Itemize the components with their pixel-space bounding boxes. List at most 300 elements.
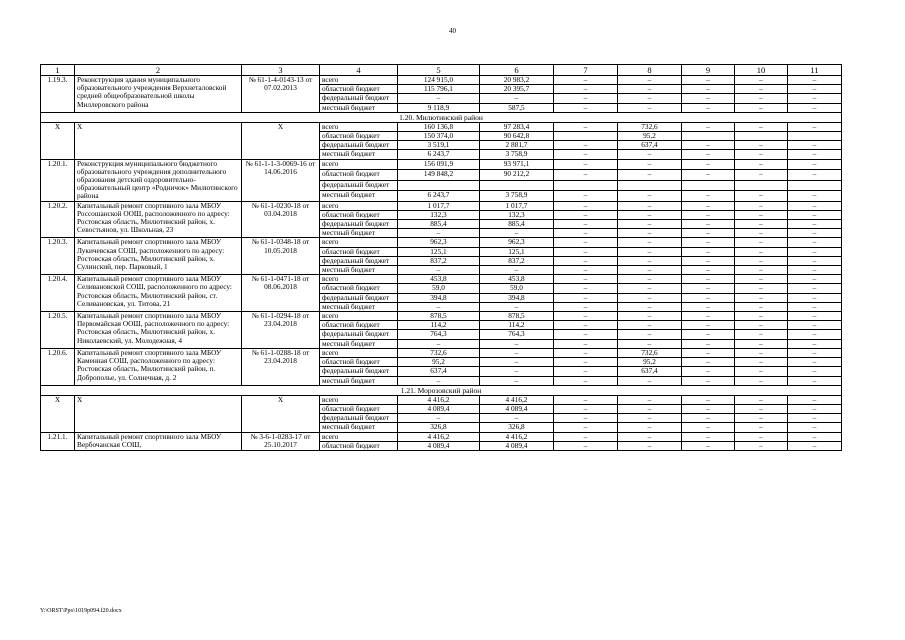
value-cell: 453,8 [398, 275, 480, 284]
funding-source: областной бюджет [320, 321, 398, 330]
value-cell: – [618, 229, 682, 238]
funding-source: федеральный бюджет [320, 94, 398, 103]
item-number: 1.20.6. [41, 348, 75, 385]
value-cell: – [735, 414, 788, 423]
table-row [41, 348, 842, 357]
value-cell: – [554, 321, 618, 330]
value-cell: – [618, 376, 682, 385]
funding-source: местный бюджет [320, 339, 398, 348]
value-cell: – [682, 376, 735, 385]
item-number: 1.20.5. [41, 312, 75, 349]
value-cell: – [735, 201, 788, 210]
value-cell: 4 089,4 [480, 404, 554, 413]
value-cell: – [735, 339, 788, 348]
value-cell: – [682, 321, 735, 330]
funding-source: всего [320, 432, 398, 441]
value-cell: 59,0 [480, 284, 554, 293]
funding-source: всего [320, 76, 398, 85]
value-cell: – [682, 441, 735, 450]
value-cell: – [735, 238, 788, 247]
item-number: 1.21.1. [41, 432, 75, 450]
value-cell: – [618, 85, 682, 94]
value-cell: – [554, 238, 618, 247]
value-cell: – [398, 94, 480, 103]
value-cell: – [682, 414, 735, 423]
value-cell: 150 374,0 [398, 132, 480, 141]
value-cell: – [554, 367, 618, 376]
value-cell: – [788, 339, 842, 348]
funding-source: всего [320, 159, 398, 170]
value-cell: – [618, 293, 682, 302]
item-document: № 61-1-0348-18 от 10.05.2018 [242, 238, 320, 275]
value-cell: 394,8 [480, 293, 554, 302]
value-cell [682, 180, 735, 191]
value-cell: – [735, 358, 788, 367]
value-cell: – [554, 266, 618, 275]
value-cell: – [735, 266, 788, 275]
funding-source: областной бюджет [320, 404, 398, 413]
header-cell-11: 11 [788, 65, 842, 76]
section-row [41, 112, 842, 122]
funding-source: местный бюджет [320, 150, 398, 159]
value-cell: – [788, 220, 842, 229]
value-cell: 764,3 [480, 330, 554, 339]
value-cell: – [682, 395, 735, 404]
value-cell: – [682, 266, 735, 275]
value-cell: 4 089,4 [480, 441, 554, 450]
value-cell: – [682, 238, 735, 247]
value-cell: – [788, 191, 842, 202]
item-document: № 61-1-1-3-0069-16 от 14.06.2016 [242, 159, 320, 201]
value-cell: 1 017,7 [480, 201, 554, 210]
value-cell: – [682, 312, 735, 321]
value-cell: – [682, 367, 735, 376]
item-document: № 61-1-0294-18 от 23.04.2018 [242, 312, 320, 349]
value-cell: – [618, 404, 682, 413]
value-cell: 115 796,1 [398, 85, 480, 94]
value-cell: – [788, 201, 842, 210]
value-cell: – [682, 432, 735, 441]
value-cell: – [735, 76, 788, 85]
table-row [41, 201, 842, 210]
value-cell: – [788, 376, 842, 385]
value-cell: – [788, 293, 842, 302]
value-cell: 114,2 [480, 321, 554, 330]
value-cell: – [682, 210, 735, 219]
value-cell: – [554, 159, 618, 170]
item-name: Капитальный ремонт спортивного зала МБОУ Лукичевская СОШ, расположенного по адресу: Ростовская область, Милютинский район, х. Сулинский, пер. Парковый, 1 [75, 238, 242, 275]
value-cell: 132,3 [480, 210, 554, 219]
item-document: № 61-1-0288-18 от 23.04.2018 [242, 348, 320, 385]
value-cell: – [788, 302, 842, 311]
value-cell: 885,4 [398, 220, 480, 229]
value-cell: – [788, 414, 842, 423]
value-cell: 4 089,4 [398, 404, 480, 413]
value-cell: – [735, 141, 788, 150]
value-cell: – [682, 191, 735, 202]
section-row [41, 385, 842, 395]
value-cell: 149 848,2 [398, 170, 480, 181]
funding-source: областной бюджет [320, 441, 398, 450]
value-cell: – [554, 441, 618, 450]
funding-source: местный бюджет [320, 229, 398, 238]
value-cell: 4 416,2 [398, 432, 480, 441]
value-cell: – [788, 367, 842, 376]
funding-source: федеральный бюджет [320, 293, 398, 302]
value-cell [682, 132, 735, 141]
value-cell: – [788, 229, 842, 238]
value-cell: – [554, 170, 618, 181]
value-cell [788, 180, 842, 191]
value-cell: – [735, 284, 788, 293]
value-cell: – [554, 122, 618, 131]
value-cell: – [682, 150, 735, 159]
value-cell: – [554, 312, 618, 321]
value-cell [398, 180, 480, 191]
value-cell: 4 416,2 [398, 395, 480, 404]
value-cell: – [788, 312, 842, 321]
value-cell: – [618, 414, 682, 423]
value-cell: – [682, 247, 735, 256]
value-cell: – [398, 376, 480, 385]
value-cell [554, 180, 618, 191]
value-cell: 20 395,7 [480, 85, 554, 94]
value-cell: – [618, 76, 682, 85]
value-cell: 878,5 [480, 312, 554, 321]
value-cell: – [735, 94, 788, 103]
value-cell: – [682, 201, 735, 210]
item-name: Капитальный ремонт спортивного зала МБОУ Россошанской ООШ, расположенного по адресу: Ростовская область, Милютинский район, х. Севостьянов, ул. Школьная, 23 [75, 201, 242, 238]
value-cell: – [788, 238, 842, 247]
value-cell: – [554, 339, 618, 348]
value-cell: – [554, 191, 618, 202]
value-cell: 125,1 [398, 247, 480, 256]
value-cell: 97 283,4 [480, 122, 554, 131]
value-cell: 114,2 [398, 321, 480, 330]
value-cell: – [682, 339, 735, 348]
funding-source: всего [320, 122, 398, 131]
item-number: 1.20.4. [41, 275, 75, 312]
value-cell: – [618, 339, 682, 348]
value-cell: – [735, 256, 788, 265]
value-cell: – [788, 170, 842, 181]
value-cell: – [788, 159, 842, 170]
value-cell: – [554, 395, 618, 404]
item-number: 1.20.3. [41, 238, 75, 275]
value-cell: 637,4 [618, 141, 682, 150]
value-cell: – [554, 210, 618, 219]
value-cell: – [682, 330, 735, 339]
item-document: Х [242, 122, 320, 159]
value-cell: – [735, 321, 788, 330]
value-cell: – [788, 321, 842, 330]
table-row [41, 122, 842, 131]
header-cell-6: 6 [480, 65, 554, 76]
value-cell: – [554, 284, 618, 293]
value-cell: 885,4 [480, 220, 554, 229]
item-document: № 3-6-1-0283-17 от 25.10.2017 [242, 432, 320, 450]
section-title: 1.21. Морозовский район [41, 385, 842, 395]
value-cell: – [554, 220, 618, 229]
header-cell-3: 3 [242, 65, 320, 76]
value-cell: – [682, 170, 735, 181]
value-cell: 95,2 [618, 132, 682, 141]
value-cell: – [735, 150, 788, 159]
item-name: Капитальный ремонт спортивного зала МБОУ Вербочанская СОШ, [75, 432, 242, 450]
value-cell: 878,5 [398, 312, 480, 321]
value-cell: 3 519,1 [398, 141, 480, 150]
value-cell: – [618, 266, 682, 275]
value-cell: 764,3 [398, 330, 480, 339]
funding-source: всего [320, 275, 398, 284]
table-row [41, 395, 842, 404]
funding-source: всего [320, 312, 398, 321]
header-cell-5: 5 [398, 65, 480, 76]
value-cell: 4 089,4 [398, 441, 480, 450]
value-cell: – [554, 358, 618, 367]
table-row [41, 275, 842, 284]
value-cell: 4 416,2 [480, 432, 554, 441]
value-cell: 3 758,9 [480, 191, 554, 202]
funding-source: федеральный бюджет [320, 367, 398, 376]
item-number: Х [41, 395, 75, 432]
value-cell: 95,2 [618, 358, 682, 367]
value-cell: – [682, 423, 735, 432]
value-cell: – [682, 122, 735, 131]
value-cell: – [682, 94, 735, 103]
item-number: 1.20.1. [41, 159, 75, 201]
value-cell: – [788, 256, 842, 265]
value-cell: – [554, 376, 618, 385]
value-cell: 453,8 [480, 275, 554, 284]
table-row [41, 312, 842, 321]
value-cell: 59,0 [398, 284, 480, 293]
value-cell: – [480, 302, 554, 311]
item-name: Капитальный ремонт спортивного зала МБОУ Каменная СОШ, расположенного по адресу: Ростовская область, Милютинский район, п. Доброполье, ул. Солнечная, д. 2 [75, 348, 242, 385]
value-cell: 124 915,0 [398, 76, 480, 85]
value-cell: – [398, 229, 480, 238]
value-cell: – [618, 284, 682, 293]
funding-source: всего [320, 201, 398, 210]
budget-table [40, 64, 842, 451]
value-cell: – [788, 423, 842, 432]
value-cell: – [735, 85, 788, 94]
header-cell-1: 1 [41, 65, 75, 76]
value-cell: – [618, 238, 682, 247]
value-cell: – [788, 150, 842, 159]
header-row [41, 65, 842, 76]
item-document: № 61-1-0471-18 от 08.06.2018 [242, 275, 320, 312]
value-cell: – [788, 348, 842, 357]
value-cell: – [618, 321, 682, 330]
value-cell: 732,6 [398, 348, 480, 357]
value-cell: – [554, 404, 618, 413]
value-cell: 95,2 [398, 358, 480, 367]
value-cell: 837,2 [398, 256, 480, 265]
value-cell: – [682, 159, 735, 170]
funding-source: федеральный бюджет [320, 256, 398, 265]
value-cell: – [554, 201, 618, 210]
item-name: Реконструкция здания муниципального образовательного учреждения Верхнеталовской средней общеобразовательной школы Миллеровского района [75, 76, 242, 113]
value-cell [735, 180, 788, 191]
value-cell: – [788, 247, 842, 256]
value-cell: – [554, 150, 618, 159]
value-cell: – [682, 284, 735, 293]
value-cell: 20 983,2 [480, 76, 554, 85]
value-cell: – [735, 191, 788, 202]
value-cell: – [618, 256, 682, 265]
item-number: 1.20.2. [41, 201, 75, 238]
value-cell: – [735, 122, 788, 131]
value-cell: – [618, 103, 682, 112]
value-cell: – [682, 348, 735, 357]
value-cell: – [788, 122, 842, 131]
item-name: Реконструкция муниципального бюджетного образовательного учреждения дополнительного образования детский оздоровительно-образовательный центр «Родничок» Милютинского района [75, 159, 242, 201]
value-cell: – [735, 423, 788, 432]
value-cell: – [618, 94, 682, 103]
funding-source: местный бюджет [320, 266, 398, 275]
funding-source: местный бюджет [320, 302, 398, 311]
value-cell: – [788, 395, 842, 404]
value-cell: – [682, 358, 735, 367]
value-cell: – [682, 404, 735, 413]
value-cell: 326,8 [398, 423, 480, 432]
value-cell: – [554, 103, 618, 112]
value-cell: – [735, 159, 788, 170]
value-cell: – [554, 293, 618, 302]
value-cell: – [618, 423, 682, 432]
section-title: 1.20. Милютинский район [41, 112, 842, 122]
value-cell: – [735, 432, 788, 441]
funding-source: местный бюджет [320, 423, 398, 432]
funding-source: федеральный бюджет [320, 141, 398, 150]
value-cell: – [682, 229, 735, 238]
value-cell: – [788, 266, 842, 275]
item-name: Капитальный ремонт спортивного зала МБОУ Первомайская ООШ, расположенного по адресу: Ростовская область, Милютинский район, х. Николаевский, ул. Молодежная, 4 [75, 312, 242, 349]
value-cell: 90 642,8 [480, 132, 554, 141]
value-cell: – [735, 103, 788, 112]
value-cell: – [682, 76, 735, 85]
value-cell: – [618, 210, 682, 219]
header-cell-8: 8 [618, 65, 682, 76]
funding-source: местный бюджет [320, 103, 398, 112]
value-cell: – [618, 432, 682, 441]
value-cell: 837,2 [480, 256, 554, 265]
funding-source: всего [320, 395, 398, 404]
value-cell: – [618, 302, 682, 311]
value-cell: – [788, 103, 842, 112]
value-cell: – [554, 414, 618, 423]
value-cell: – [735, 395, 788, 404]
value-cell: – [480, 94, 554, 103]
value-cell: – [735, 229, 788, 238]
value-cell: 156 091,9 [398, 159, 480, 170]
value-cell: – [682, 85, 735, 94]
value-cell: – [735, 275, 788, 284]
value-cell: – [735, 348, 788, 357]
file-path-footer: Y:\ORST\Ppo\1019p094.f20.docx [40, 608, 122, 614]
value-cell: – [554, 94, 618, 103]
value-cell: – [735, 210, 788, 219]
value-cell: – [618, 330, 682, 339]
value-cell: – [788, 404, 842, 413]
item-name: Х [75, 395, 242, 432]
value-cell: – [735, 441, 788, 450]
funding-source: федеральный бюджет [320, 220, 398, 229]
value-cell: – [618, 275, 682, 284]
value-cell: – [554, 275, 618, 284]
funding-source: федеральный бюджет [320, 180, 398, 191]
value-cell: – [735, 220, 788, 229]
value-cell: – [554, 330, 618, 339]
value-cell [735, 132, 788, 141]
funding-source: всего [320, 348, 398, 357]
value-cell: – [480, 266, 554, 275]
value-cell: – [735, 293, 788, 302]
funding-source: местный бюджет [320, 376, 398, 385]
value-cell: – [554, 423, 618, 432]
value-cell: 394,8 [398, 293, 480, 302]
value-cell: – [480, 358, 554, 367]
value-cell: 326,8 [480, 423, 554, 432]
value-cell: – [682, 275, 735, 284]
value-cell: 132,3 [398, 210, 480, 219]
value-cell: 962,3 [480, 238, 554, 247]
funding-source: областной бюджет [320, 247, 398, 256]
value-cell: 732,6 [618, 348, 682, 357]
value-cell: – [788, 210, 842, 219]
item-document: № 61-1-4-0143-13 от 07.02.2013 [242, 76, 320, 113]
value-cell: – [554, 247, 618, 256]
value-cell: – [788, 432, 842, 441]
value-cell: – [398, 302, 480, 311]
value-cell: – [682, 302, 735, 311]
funding-source: областной бюджет [320, 85, 398, 94]
value-cell: 93 971,1 [480, 159, 554, 170]
value-cell: – [788, 94, 842, 103]
value-cell: 962,3 [398, 238, 480, 247]
value-cell [480, 180, 554, 191]
value-cell: – [398, 414, 480, 423]
value-cell: – [735, 302, 788, 311]
value-cell: – [682, 103, 735, 112]
value-cell: – [398, 266, 480, 275]
header-cell-7: 7 [554, 65, 618, 76]
value-cell: – [618, 441, 682, 450]
value-cell: – [554, 76, 618, 85]
value-cell: – [735, 404, 788, 413]
value-cell: – [554, 348, 618, 357]
value-cell: – [618, 247, 682, 256]
value-cell: – [735, 170, 788, 181]
item-document: № 61-1-0230-18 от 03.04.2018 [242, 201, 320, 238]
value-cell: – [788, 358, 842, 367]
value-cell: 90 212,2 [480, 170, 554, 181]
value-cell: – [398, 339, 480, 348]
value-cell: 4 416,2 [480, 395, 554, 404]
value-cell: 732,6 [618, 122, 682, 131]
header-cell-2: 2 [75, 65, 242, 76]
value-cell: 587,5 [480, 103, 554, 112]
value-cell: – [618, 150, 682, 159]
funding-source: федеральный бюджет [320, 414, 398, 423]
table-row [41, 432, 842, 441]
value-cell: – [735, 247, 788, 256]
table-row [41, 238, 842, 247]
header-cell-4: 4 [320, 65, 398, 76]
funding-source: областной бюджет [320, 170, 398, 181]
value-cell: – [788, 141, 842, 150]
